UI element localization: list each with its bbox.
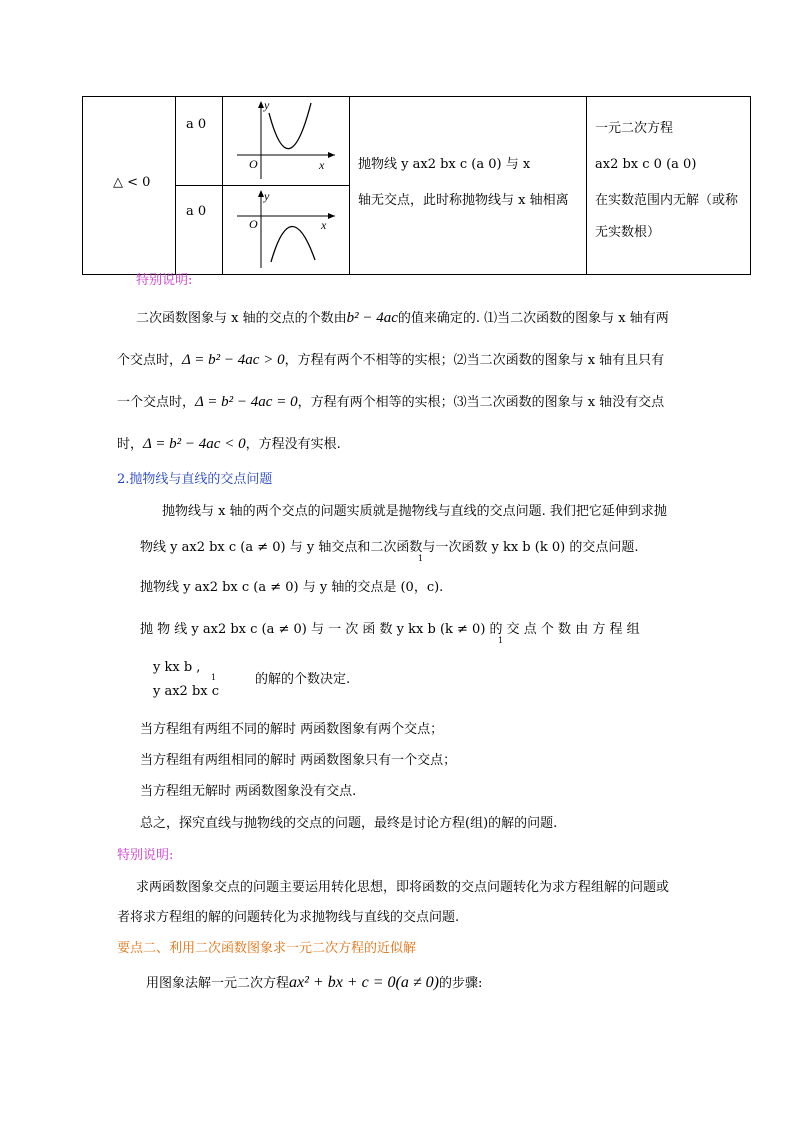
graph2-origin-label: O [249, 217, 258, 231]
note1-line2-text-c: ，方程有两个不相等的实根；⑵当二次函数的图象与 x 轴有且只有 [284, 353, 665, 368]
note1-line4-math: Δ = b² − 4ac < 0 [143, 436, 246, 452]
parabola-desc-line1: 抛物线 y ax2 bx c (a 0) 与 x [358, 157, 531, 172]
upward-parabola-graph [223, 97, 349, 181]
table-cell-delta [83, 97, 176, 275]
graph2-x-label: x [321, 218, 327, 232]
note1-line3-math: Δ = b² − 4ac = 0 [195, 394, 298, 410]
equation-desc-line4: 无实数根） [595, 225, 661, 240]
note1-line3 [117, 394, 664, 411]
system-eq2: y ax2 bx c [153, 684, 220, 699]
note1-line2-math: Δ = b² − 4ac > 0 [182, 352, 285, 368]
parabola-desc-line2: 轴无交点，此时称抛物线与 x 轴相离 [358, 193, 569, 208]
section2-p3: 抛物线 y ax2 bx c (a ≠ 0) 与 y 轴的交点是 (0，c). [140, 580, 444, 595]
note1-line2 [117, 352, 664, 369]
table-cell-a-positive [176, 97, 223, 186]
table-cell-equation [587, 97, 751, 275]
equation-desc-line3: 在实数范围内无解（或称 [595, 193, 739, 208]
a-negative-label: a 0 [186, 204, 207, 219]
note1-line4 [117, 436, 341, 453]
system-tail: 的解的个数决定. [255, 672, 351, 687]
system-eq1-subscript: 1 [211, 673, 217, 682]
case-two-solutions: 当方程组有两组不同的解时 两函数图象有两个交点； [140, 722, 444, 737]
key2-line [146, 975, 482, 992]
note1-line1 [136, 310, 669, 327]
key2-line-text-c: 的步骤: [438, 976, 483, 991]
table-cell-no-intersection [350, 97, 587, 275]
note1-line4-text-c: ，方程没有实根. [245, 437, 341, 452]
note1-line1-text-c: 的值来确定的. ⑴当二次函数的图象与 x 轴有两 [397, 311, 669, 326]
key2-equation: ax² + bx + c = 0(a ≠ 0) [289, 974, 439, 991]
section2-p4-subscript: 1 [498, 636, 504, 645]
section2-summary: 总之，探究直线与抛物线的交点的问题，最终是讨论方程(组)的解的问题. [140, 816, 558, 831]
note1-line3-text-a: 一个交点时， [117, 395, 196, 410]
section2-p4: 抛 物 线 y ax2 bx c (a ≠ 0) 与 一 次 函 数 y kx b (k ≠ 0) 的 交 点 个 数 由 方 程 组 [140, 622, 640, 637]
graph-y-label: y [264, 98, 270, 112]
note1-line4-text-a: 时， [117, 437, 144, 452]
section2-p1: 抛物线与 x 轴的两个交点的问题实质就是抛物线与直线的交点问题. 我们把它延伸到求抛 [162, 504, 667, 519]
graph2-y-label: y [264, 189, 270, 203]
note1-line1-math: b² − 4ac [346, 310, 398, 326]
graph-cell-downward [223, 186, 350, 275]
section2-p2-subscript: 1 [418, 554, 424, 563]
note2-heading: 特别说明: [117, 848, 174, 863]
system-eq1: y kx b , [153, 660, 201, 675]
note1-heading: 特别说明: [136, 273, 193, 288]
note1-line1-text-a: 二次函数图象与 x 轴的交点的个数由 [136, 311, 347, 326]
note1-line2-text-a: 个交点时， [117, 353, 183, 368]
note2-line2: 者将求方程组的解的问题转化为求抛物线与直线的交点问题. [117, 910, 460, 925]
section2-p2-text: 物线 y ax2 bx c (a ≠ 0) 与 y 轴交点和二次函数与一次函数 y kx b (k 0) 的交点问题. [140, 540, 639, 555]
case-same-solutions: 当方程组有两组相同的解时 两函数图象只有一个交点； [140, 753, 457, 768]
delta-label: △ < 0 [113, 175, 151, 190]
graph-x-label: x [319, 158, 325, 172]
section2-title: 2.抛物线与直线的交点问题 [117, 472, 273, 487]
note2-line1: 求两函数图象交点的问题主要运用转化思想，即将函数的交点问题转化为求方程组解的问题或 [136, 880, 670, 895]
equation-desc-line1: 一元二次方程 [595, 121, 674, 136]
graph-origin-label: O [249, 157, 258, 171]
discriminant-table [82, 96, 751, 275]
note1-line3-text-c: ，方程有两个相等的实根；⑶当二次函数的图象与 x 轴没有交点 [297, 395, 665, 410]
key2-line-text-a: 用图象法解一元二次方程 [146, 976, 290, 991]
downward-parabola-graph [223, 186, 349, 270]
case-no-solution: 当方程组无解时 两函数图象没有交点. [140, 784, 357, 799]
section2-p2 [140, 540, 638, 556]
equation-desc-line2: ax2 bx c 0 (a 0) [595, 157, 697, 172]
table-cell-a-negative [176, 186, 223, 275]
graph-cell-upward [223, 97, 350, 186]
a-positive-label: a 0 [186, 117, 207, 132]
key2-title: 要点二、利用二次函数图象求一元二次方程的近似解 [117, 941, 417, 956]
